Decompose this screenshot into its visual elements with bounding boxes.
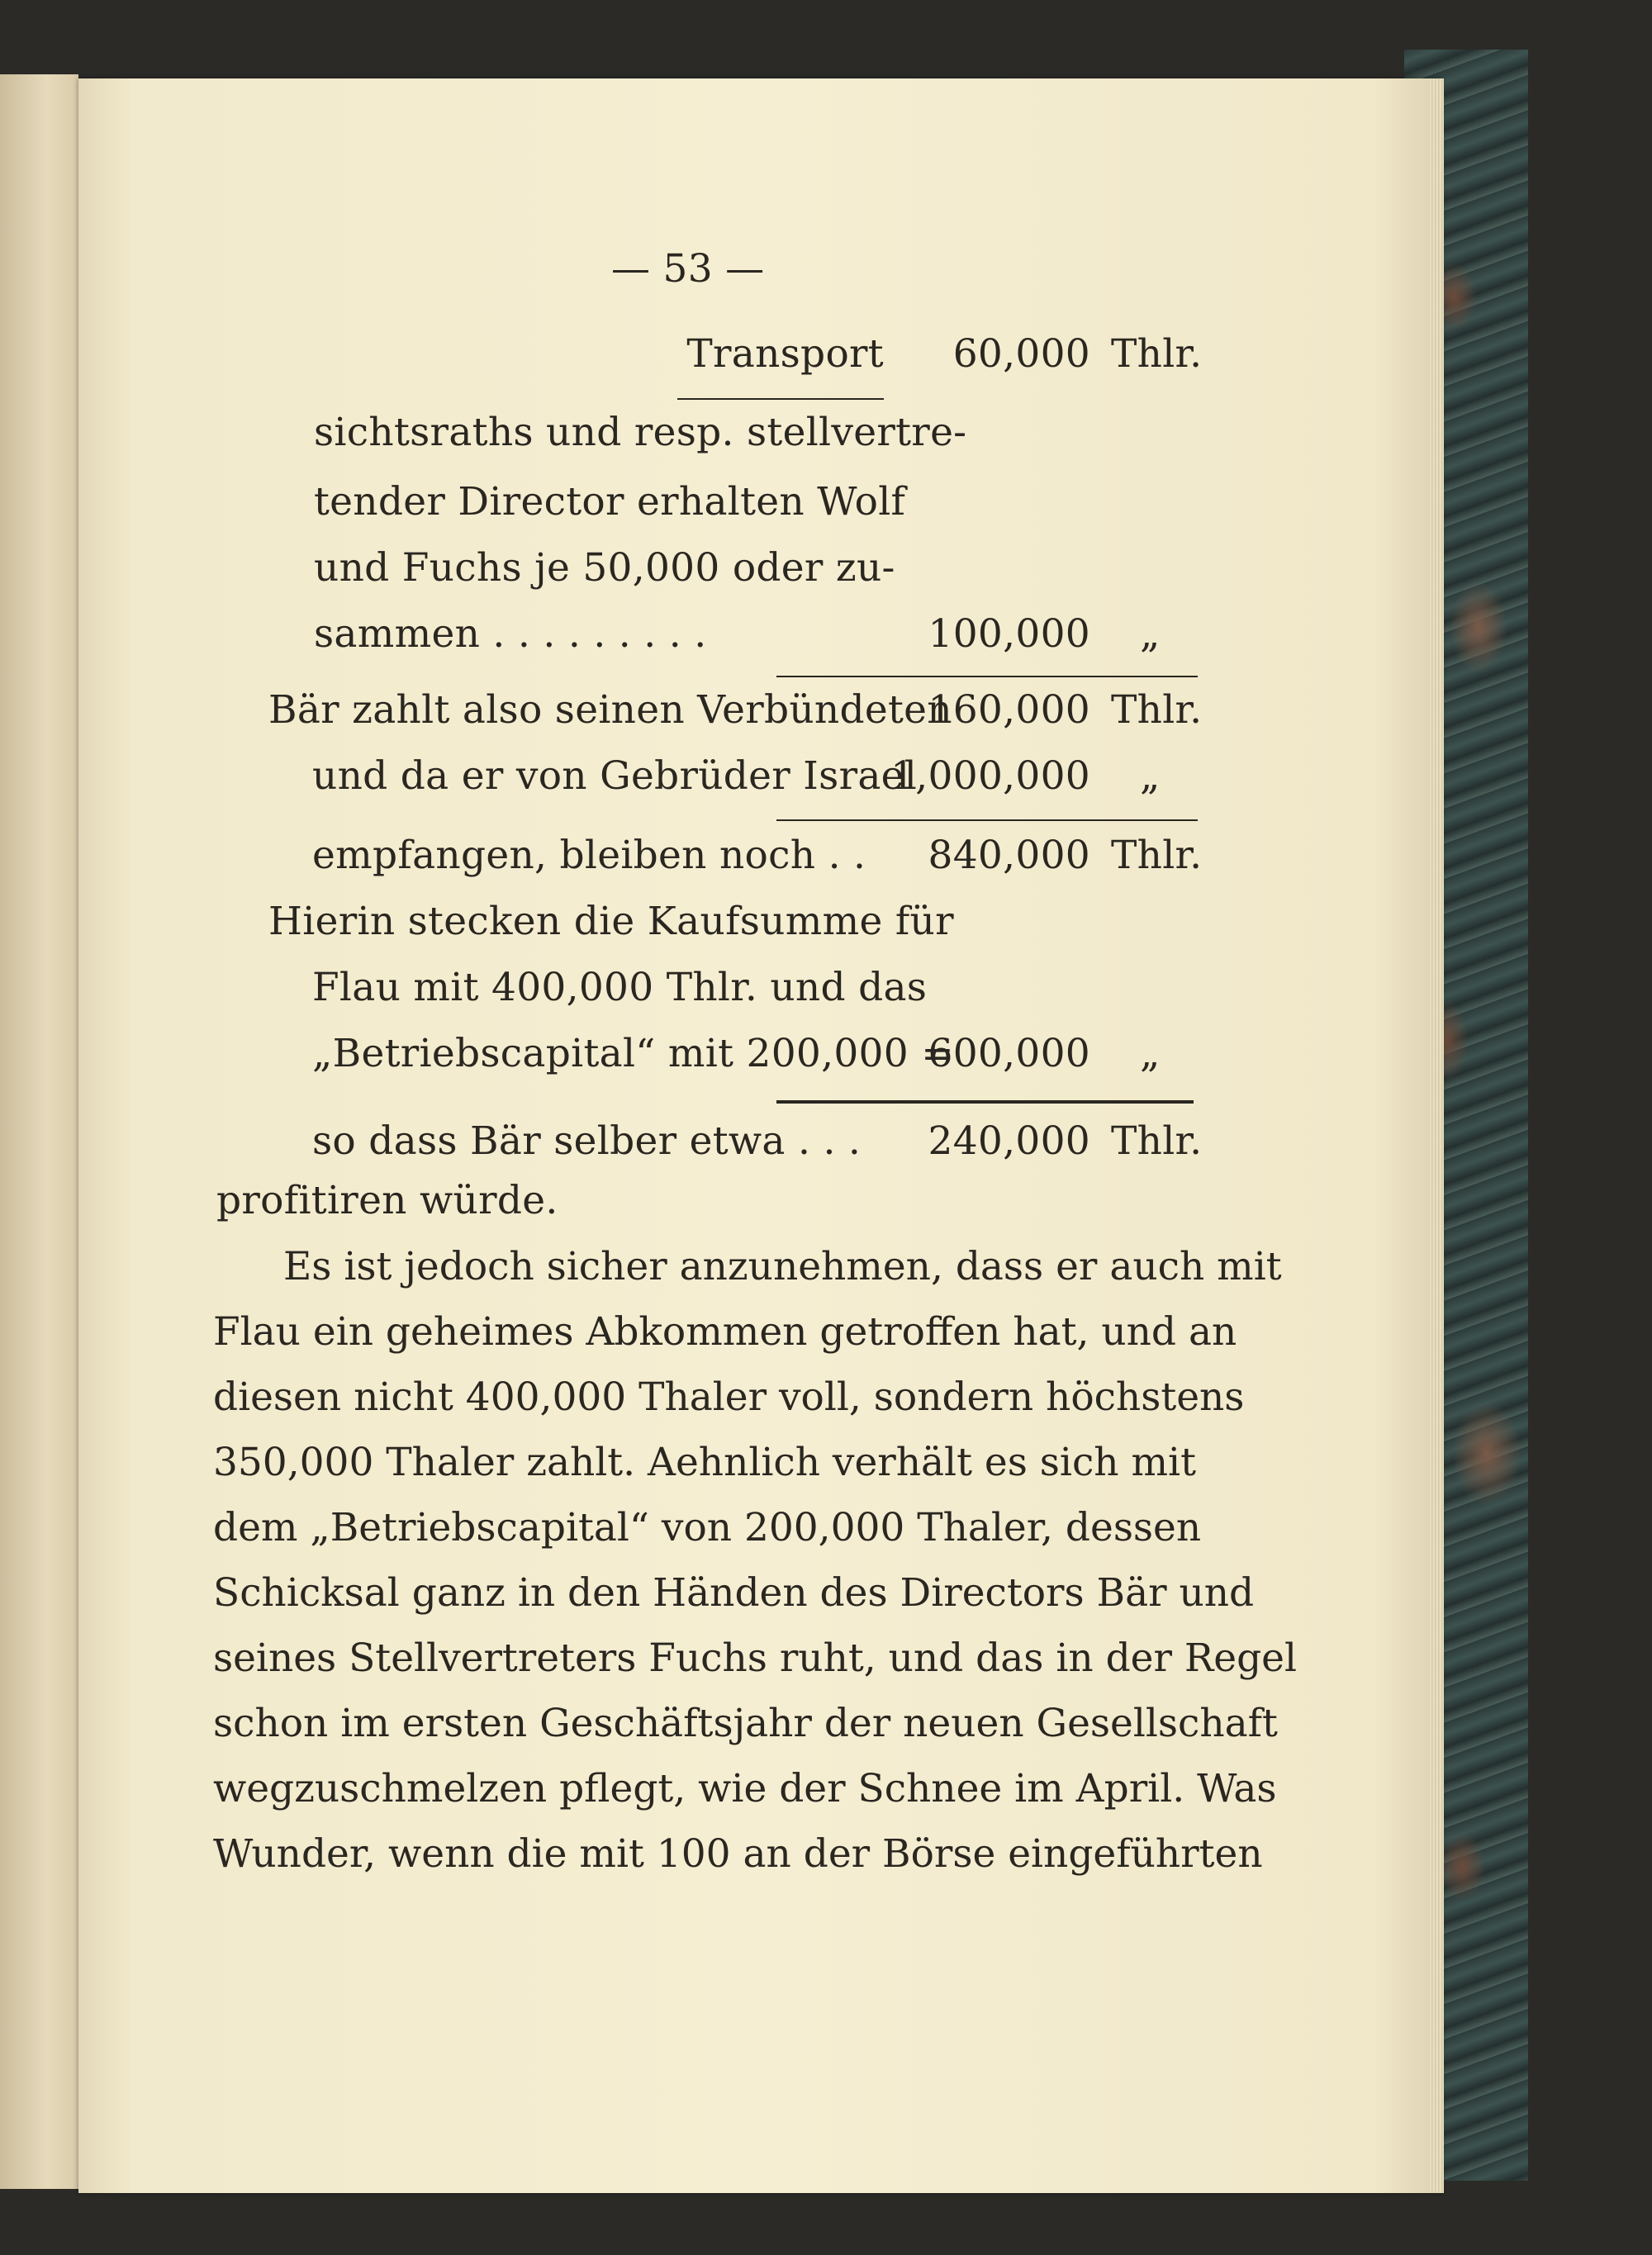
- ledger-line: sammen . . . . . . . . .: [314, 611, 707, 657]
- ledger-line: und da er von Gebrüder Israel: [312, 753, 918, 799]
- previous-page-edge: [0, 74, 78, 2189]
- ledger-line: profitiren würde.: [216, 1178, 558, 1223]
- ledger-unit: „: [1140, 611, 1161, 657]
- ledger-amount: 840,000: [928, 833, 1090, 878]
- paragraph-line: Flau ein geheimes Abkommen getroffen hat, und an: [213, 1309, 1237, 1355]
- paragraph-line: schon im ersten Geschäftsjahr der neuen Gesellschaft: [213, 1701, 1278, 1746]
- ledger-amount: 240,000: [928, 1118, 1090, 1164]
- paragraph-line: seines Stellvertreters Fuchs ruht, und das in der Regel: [213, 1635, 1298, 1681]
- ledger-line: so dass Bär selber etwa . . .: [312, 1118, 862, 1164]
- sum-rule: [776, 676, 1198, 677]
- ledger-unit: Thlr.: [1111, 331, 1203, 377]
- ledger-amount: 100,000: [928, 611, 1090, 657]
- paragraph-line: 350,000 Thaler zahlt. Aehnlich verhält es sich mit: [213, 1440, 1196, 1485]
- paragraph-line: Wunder, wenn die mit 100 an der Börse eingeführten: [213, 1831, 1263, 1877]
- page-number: — 53 —: [611, 246, 765, 292]
- result-rule: [776, 1100, 1194, 1104]
- ledger-line: tender Director erhalten Wolf: [314, 479, 906, 525]
- ledger-line: Flau mit 400,000 Thlr. und das: [312, 965, 928, 1010]
- ledger-line: „Betriebscapital“ mit 200,000 =: [312, 1031, 954, 1076]
- ledger-amount: 1,000,000: [890, 753, 1090, 799]
- transport-underline: [677, 398, 884, 400]
- paragraph-line: Es ist jedoch sicher anzunehmen, dass er auch mit: [283, 1244, 1282, 1289]
- difference-rule: [776, 819, 1198, 821]
- ledger-amount: 60,000: [952, 331, 1090, 377]
- paragraph-line: Schicksal ganz in den Händen des Directors Bär und: [213, 1570, 1255, 1616]
- ledger-line: sichtsraths und resp. stellvertre-: [314, 410, 967, 455]
- ledger-label: Transport: [686, 331, 884, 377]
- ledger-line: empfangen, bleiben noch . .: [312, 833, 866, 878]
- ledger-unit: Thlr.: [1111, 833, 1203, 878]
- ledger-line: Bär zahlt also seinen Verbündeten: [268, 687, 952, 733]
- ledger-line: und Fuchs je 50,000 oder zu-: [314, 545, 895, 591]
- ledger-amount: 160,000: [928, 687, 1090, 733]
- ledger-unit: „: [1140, 1031, 1161, 1076]
- ledger-unit: „: [1140, 753, 1161, 799]
- ledger-amount: 600,000: [928, 1031, 1090, 1076]
- ledger-unit: Thlr.: [1111, 1118, 1203, 1164]
- paragraph-line: diesen nicht 400,000 Thaler voll, sondern höchstens: [213, 1374, 1245, 1420]
- ledger-line: Hierin stecken die Kaufsumme für: [268, 899, 954, 944]
- page-stack-edge: [1429, 78, 1444, 2193]
- paragraph-line: wegzuschmelzen pflegt, wie der Schnee im April. Was: [213, 1766, 1277, 1811]
- body-paragraph: [213, 1244, 1298, 1900]
- paragraph-line: dem „Betriebscapital“ von 200,000 Thaler, dessen: [213, 1505, 1202, 1550]
- ledger-unit: Thlr.: [1111, 687, 1203, 733]
